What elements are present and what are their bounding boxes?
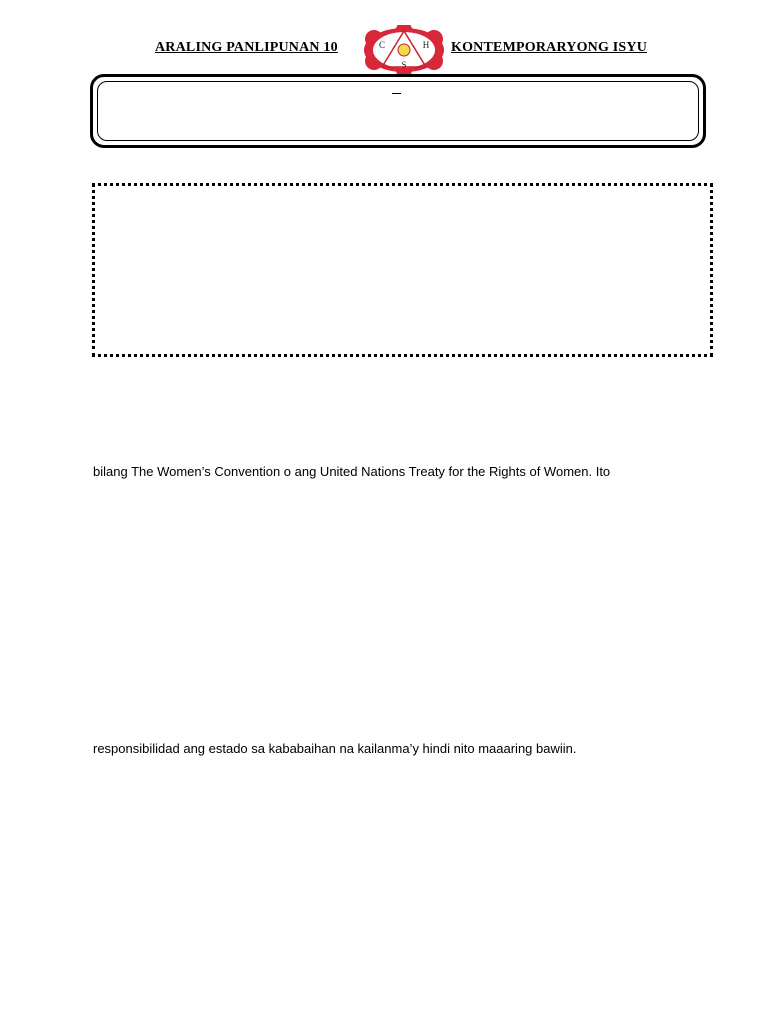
school-seal-logo xyxy=(362,25,446,75)
body-text-line: responsibilidad ang estado sa kababaihan na kailanma’y hindi nito maaaring bawiin. xyxy=(93,741,577,756)
title-box xyxy=(90,74,706,148)
body-text-line: bilang The Women’s Convention o ang United Nations Treaty for the Rights of Women. Ito xyxy=(93,464,611,479)
header-right-title: KONTEMPORARYONG ISYU xyxy=(451,40,648,55)
title-box-inner-border xyxy=(97,81,699,141)
seal-letter-h: H xyxy=(422,40,430,50)
header-left-title: ARALING PANLIPUNAN 10 xyxy=(155,40,338,55)
seal-letter-s: S xyxy=(401,60,407,70)
dotted-content-box xyxy=(92,183,713,357)
seal-center-emblem xyxy=(398,44,410,56)
title-underline-mark xyxy=(392,93,401,94)
seal-letter-c: C xyxy=(378,40,386,50)
